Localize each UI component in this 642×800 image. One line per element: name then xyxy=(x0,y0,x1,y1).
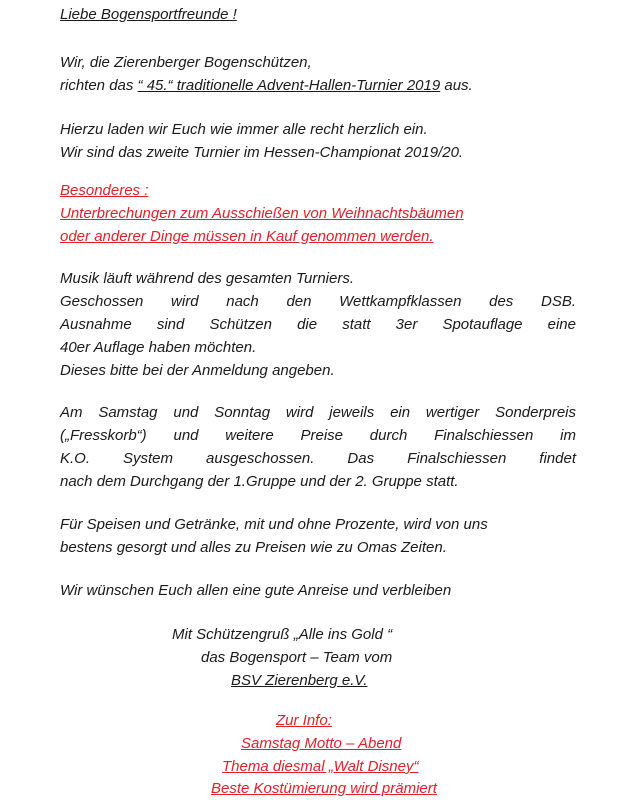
intro-line-2 xyxy=(60,77,473,95)
signature-club-name: BSV Zierenberg e.V. xyxy=(231,672,368,689)
info-line-1: Samstag Motto – Abend xyxy=(241,735,402,752)
signature-line-2: das Bogensport – Team vom xyxy=(201,649,393,666)
signature-line-1: Mit Schützengruß „Alle ins Gold “ xyxy=(172,626,393,643)
invite-line-2: Wir sind das zweite Turnier im Hessen-Championat 2019/20. xyxy=(60,144,464,161)
music-line-2: Geschossen wird nach den Wettkampfklassen des DSB. xyxy=(60,293,576,310)
greeting: Liebe Bogensportfreunde ! xyxy=(60,6,237,23)
info-heading: Zur Info: xyxy=(276,712,332,729)
invite-line-1: Hierzu laden wir Euch wie immer alle recht herzlich ein. xyxy=(60,121,428,138)
prizes-line-4: nach dem Durchgang der 1.Gruppe und der 2. Gruppe statt. xyxy=(60,473,459,490)
food-line-2: bestens gesorgt und alles zu Preisen wie zu Omas Zeiten. xyxy=(60,539,447,556)
music-line-3: Ausnahme sind Schützen die statt 3er Spotauflage eine xyxy=(60,316,576,333)
info-line-2: Thema diesmal „Walt Disney“ xyxy=(222,758,419,775)
special-line-1: Unterbrechungen zum Ausschießen von Weihnachtsbäumen xyxy=(60,205,464,222)
prizes-line-1: Am Samstag und Sonntag wird jeweils ein wertiger Sonderpreis xyxy=(60,404,576,421)
info-line-3: Beste Kostümierung wird prämiert xyxy=(211,780,437,797)
intro-line-2-post: aus. xyxy=(440,77,473,94)
music-line-5: Dieses bitte bei der Anmeldung angeben. xyxy=(60,362,335,379)
prizes-line-2: („Fresskorb“) und weitere Preise durch Finalschiessen im xyxy=(60,427,576,444)
prizes-line-3: K.O. System ausgeschossen. Das Finalschiessen findet xyxy=(60,450,576,467)
food-line-1: Für Speisen und Getränke, mit und ohne Prozente, wird von uns xyxy=(60,516,488,533)
closing-line: Wir wünschen Euch allen eine gute Anreise und verbleiben xyxy=(60,582,452,599)
event-title: “ 45.“ traditionelle Advent-Hallen-Turnier 2019 xyxy=(137,77,441,94)
special-line-2: oder anderer Dinge müssen in Kauf genommen werden. xyxy=(60,228,434,245)
music-line-1: Musik läuft während des gesamten Turniers. xyxy=(60,270,355,287)
music-line-4: 40er Auflage haben möchten. xyxy=(60,339,257,356)
special-heading: Besonderes : xyxy=(60,182,149,199)
intro-line-1: Wir, die Zierenberger Bogenschützen, xyxy=(60,54,312,71)
intro-line-2-pre: richten das xyxy=(60,77,138,94)
